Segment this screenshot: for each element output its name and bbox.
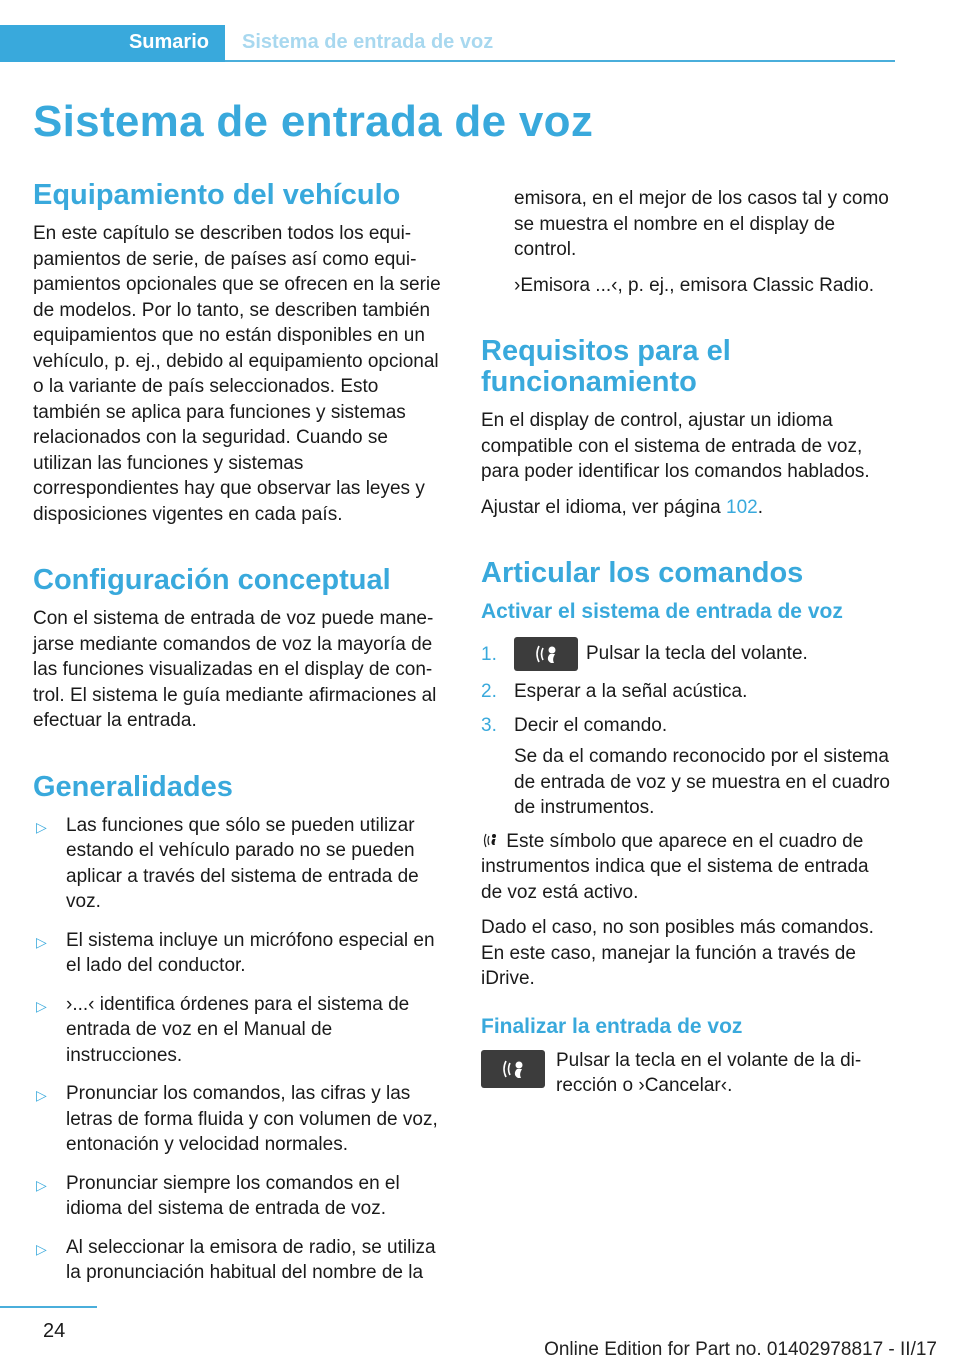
- step-list: [481, 637, 891, 821]
- list-item: 3. Decir el comando. Se da el comando reconocido por el sistema de entrada de voz y se muestra en el cuadro de instrumentos.: [481, 713, 891, 821]
- triangle-bullet-icon: ▷: [36, 933, 47, 950]
- list-item: ▷ Pronunciar siempre los comandos en el idioma del sistema de entrada de voz.: [36, 1172, 400, 1219]
- right-column: [481, 186, 891, 1099]
- tab-sumario-label: Sumario: [128, 31, 209, 53]
- tab-sumario[interactable]: [0, 25, 225, 62]
- page-title: Sistema de entrada de voz: [33, 97, 594, 146]
- step-detail: Se da el comando reconocido por el sistema de entrada de voz y se muestra en el cuadro de instrumentos.: [514, 746, 891, 818]
- left-column: [33, 180, 448, 1299]
- section-title-equipamiento: Equipamiento del vehículo: [33, 179, 401, 211]
- step-number: 3.: [481, 714, 497, 736]
- page-link[interactable]: 102: [726, 496, 758, 518]
- voice-active-symbol-icon: [481, 830, 501, 850]
- end-voice-block: [481, 1048, 891, 1099]
- paragraph: Este símbolo que aparece en el cuadro de instrumentos indica que el sistema de entrada de voz está activo.: [481, 830, 869, 903]
- bullet-list: [33, 813, 448, 1286]
- list-item: 1. Pulsar la tecla del volante.: [481, 637, 891, 671]
- triangle-bullet-icon: ▷: [36, 818, 47, 835]
- edition-note: Online Edition for Part no. 01402978817 - II/17: [544, 1339, 937, 1360]
- paragraph: Con el sistema de entrada de voz puede manejarse mediante comandos de voz la mayoría de las funciones visualizadas en el display de control. El sistema le guía mediante afirmaciones al efectuar la entrada.: [33, 608, 437, 731]
- section-title-requisitos: Requisitos para el funcionamiento: [481, 335, 731, 398]
- paragraph: Dado el caso, no son posibles más comandos. En este caso, manejar la función a través de iDrive.: [481, 917, 874, 989]
- section-title-configuracion: Configuración conceptual: [33, 564, 391, 596]
- list-item: ▷ Pronunciar los comandos, las cifras y las letras de forma fluida y con volumen de voz, entonación y velocidad normales.: [36, 1083, 438, 1155]
- section-title-generalidades: Generalidades: [33, 770, 233, 803]
- page-number: 24: [43, 1320, 66, 1342]
- list-item: ▷ Al seleccionar la emisora de radio, se utiliza la pronunciación habitual del nombre de la: [36, 1236, 436, 1283]
- triangle-bullet-icon: ▷: [36, 997, 47, 1014]
- paragraph: Ajustar el idioma, ver página 102.: [481, 496, 763, 518]
- paragraph: emisora, en el mejor de los casos tal y como se muestra el nombre en el display de control.: [514, 188, 889, 260]
- step-number: 1.: [481, 644, 497, 665]
- section-title-articular: Articular los comandos: [481, 557, 804, 589]
- voice-button-icon: [514, 637, 578, 671]
- step-number: 2.: [481, 681, 497, 702]
- list-item: ▷ ›...‹ identifica órdenes para el sistema de entrada de voz en el Manual de instrucciones.: [36, 993, 410, 1066]
- paragraph: En este capítulo se describen todos los equipamientos de serie, de países así como equipamientos opcionales que se ofrecen en la serie de modelos. Por lo tanto, se describen también equipamientos que no están disponibles en un vehículo, p. ej., debido al equipamiento opcional o la variante de país seleccionados. Esto también se aplica para funciones y sistemas relacionados con la seguridad. Cuando se utilizan las funciones y sistemas correspondientes hay que observar las leyes y disposiciones vigentes en cada país.: [33, 223, 441, 525]
- list-item: ▷ Las funciones que sólo se pueden utilizar estando el vehículo parado no se pueden aplicar a través del sistema de entrada de voz.: [36, 814, 419, 912]
- paragraph: Pulsar la tecla en el volante de la dirección o ›Cancelar‹.: [556, 1049, 862, 1096]
- list-item: 2. Esperar a la señal acústica.: [481, 679, 891, 705]
- voice-button-icon: [481, 1050, 545, 1088]
- triangle-bullet-icon: ▷: [36, 1176, 47, 1193]
- triangle-bullet-icon: ▷: [36, 1240, 47, 1257]
- list-item: ▷ El sistema incluye un micrófono especial en el lado del conductor.: [36, 929, 435, 976]
- footer-rule: [0, 1306, 97, 1308]
- paragraph: En el display de control, ajustar un idioma compatible con el sistema de entrada de voz, para poder identificar los comandos hablados.: [481, 410, 870, 482]
- subsection-title-activar: Activar el sistema de entrada de voz: [481, 600, 843, 623]
- subsection-title-finalizar: Finalizar la entrada de voz: [481, 1014, 743, 1038]
- triangle-bullet-icon: ▷: [36, 1087, 47, 1103]
- paragraph: ›Emisora ...‹, p. ej., emisora Classic Radio.: [514, 274, 875, 296]
- breadcrumb[interactable]: Sistema de entrada de voz: [242, 31, 494, 53]
